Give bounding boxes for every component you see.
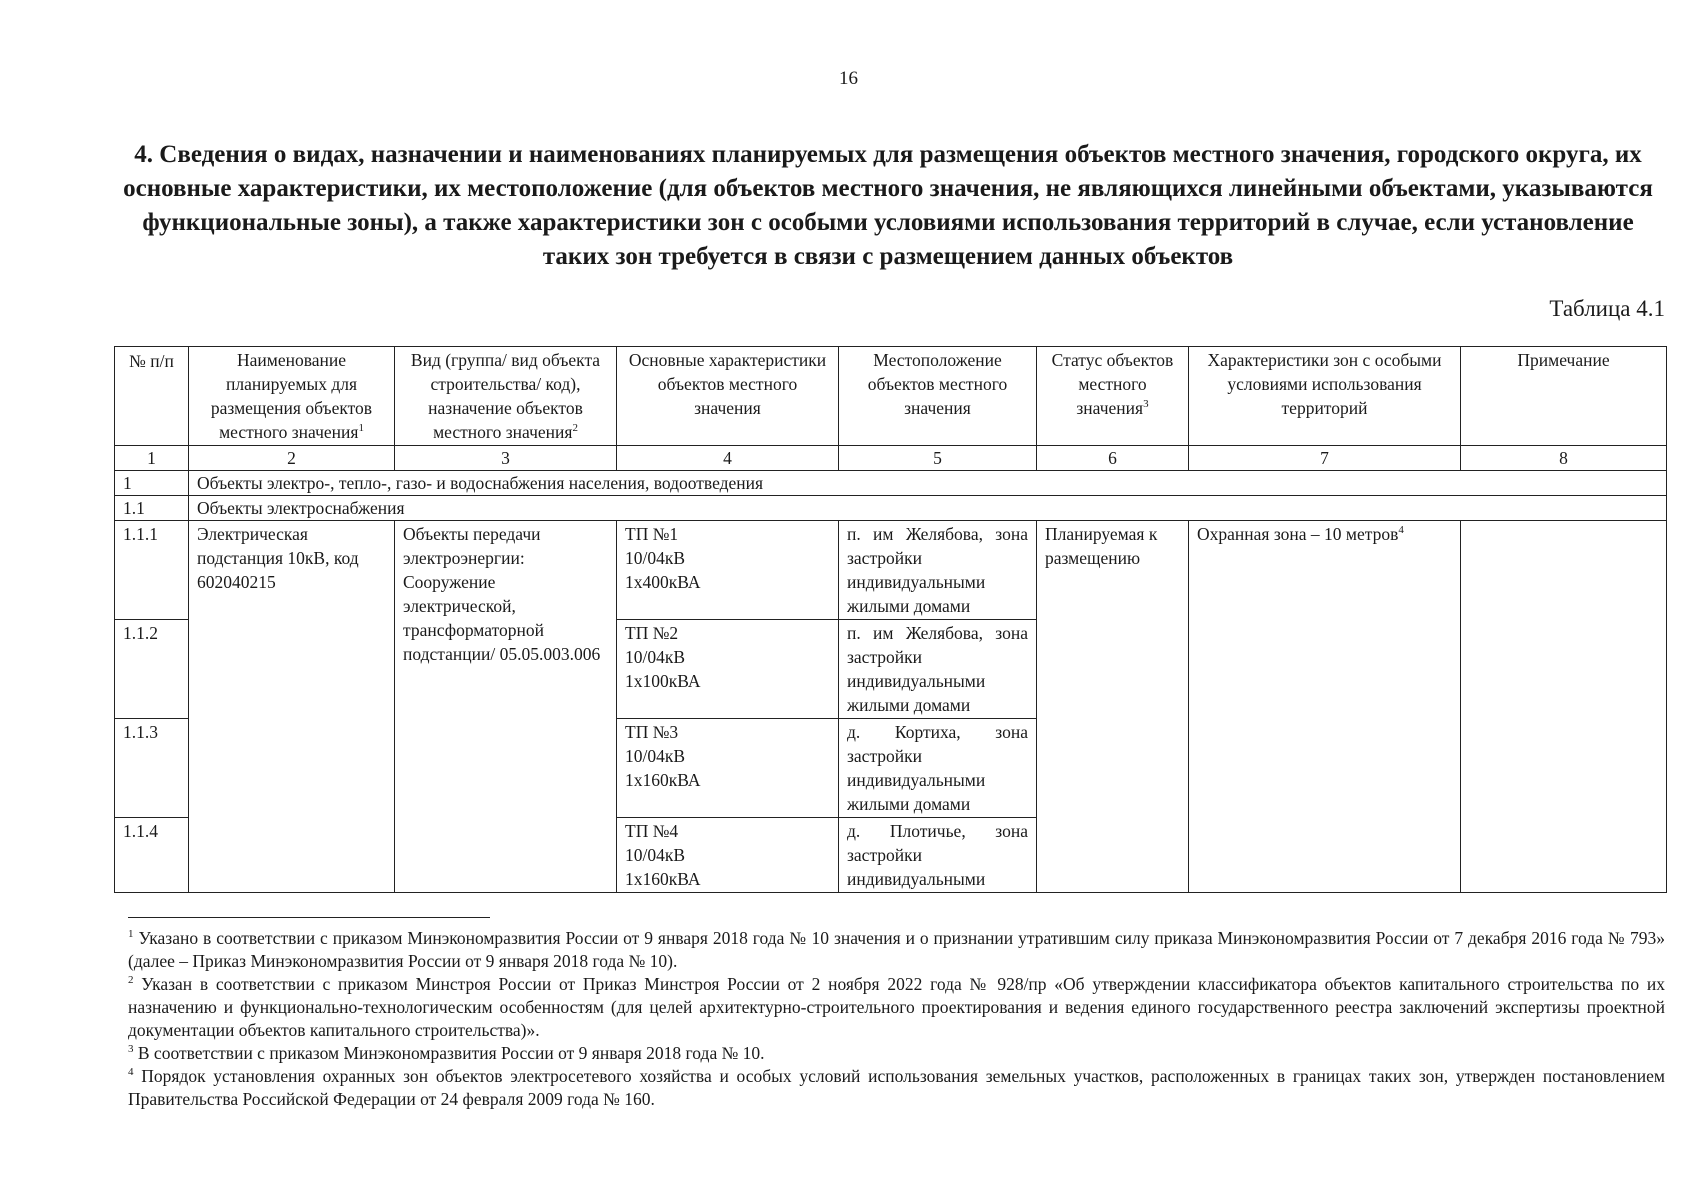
footnote-text: В соответствии с приказом Минэкономразвития России от 9 января 2018 года № 10. — [137, 1043, 765, 1063]
footnote-ref-4: 4 — [1398, 524, 1404, 537]
column-number-row — [115, 446, 1667, 471]
header-num: № п/п — [115, 347, 189, 446]
header-name-text: Наименование планируемых для размещения объектов местного значения — [210, 350, 373, 442]
header-location: Местоположение объектов местного значения — [839, 347, 1037, 446]
footnote-mark: 4 — [128, 1066, 134, 1079]
footnote-mark: 3 — [128, 1043, 134, 1056]
col-number: 5 — [839, 446, 1037, 471]
row-num: 1.1.2 — [115, 620, 189, 719]
col-number: 4 — [617, 446, 839, 471]
footnote-ref-1: 1 — [358, 422, 364, 435]
footnote-text: Порядок установления охранных зон объектов электросетевого хозяйства и особых условий использования земельных участков, расположенных в границах таких зон, утвержден постановлением Правительства Российской Федерации от 24 февраля 2009 года № 160. — [128, 1066, 1666, 1109]
object-name: Электрическая подстанция 10кВ, код 602040215 — [189, 521, 395, 893]
subsection-num: 1.1 — [115, 496, 189, 521]
header-row — [115, 347, 1667, 446]
row-num: 1.1.3 — [115, 719, 189, 818]
header-characteristics: Основные характеристики объектов местного значения — [617, 347, 839, 446]
object-characteristics: ТП №4 10/04кВ 1х160кВА — [617, 818, 839, 893]
col-number: 7 — [1189, 446, 1461, 471]
footnote — [128, 927, 1665, 973]
footnote-ref-2: 2 — [572, 422, 578, 435]
local-objects-table — [114, 346, 1667, 893]
object-status: Планируемая к размещению — [1037, 521, 1189, 893]
footnote — [128, 1042, 1665, 1065]
footnote — [128, 973, 1665, 1042]
object-zone-text: Охранная зона – 10 метров — [1197, 524, 1399, 544]
footnote — [128, 1065, 1665, 1111]
object-characteristics: ТП №2 10/04кВ 1х100кВА — [617, 620, 839, 719]
header-status — [1037, 347, 1189, 446]
col-number: 6 — [1037, 446, 1189, 471]
object-type: Объекты передачи электроэнергии: Сооружение электрической, трансформаторной подстанции/ 05.05.003.006 — [395, 521, 617, 893]
page-number: 16 — [839, 68, 858, 89]
header-name — [189, 347, 395, 446]
object-location: д. Кортиха, зона застройки индивидуальными жилыми домами — [839, 719, 1037, 818]
section-label: Объекты электро-, тепло-, газо- и водоснабжения населения, водоотведения — [189, 471, 1667, 496]
footnote-ref-3: 3 — [1143, 398, 1149, 411]
header-status-text: Статус объектов местного значения — [1051, 350, 1174, 418]
table-row — [115, 521, 1667, 620]
header-note: Примечание — [1461, 347, 1667, 446]
footnote-mark: 2 — [128, 974, 134, 987]
col-number: 8 — [1461, 446, 1667, 471]
object-characteristics: ТП №1 10/04кВ 1х400кВА — [617, 521, 839, 620]
object-characteristics: ТП №3 10/04кВ 1х160кВА — [617, 719, 839, 818]
header-type — [395, 347, 617, 446]
footnote-text: Указано в соответствии с приказом Минэкономразвития России от 9 января 2018 года № 10 значения и о признании утратившим силу приказа Минэкономразвития России от 7 декабря 2016 года № 793» (далее – Приказ Минэкономразвития России от 9 января 2018 года № 10). — [128, 928, 1666, 971]
object-location: п. им Желябова, зона застройки индивидуальными жилыми домами — [839, 521, 1037, 620]
subsection-label: Объекты электроснабжения — [189, 496, 1667, 521]
footnotes — [128, 927, 1665, 1111]
section-num: 1 — [115, 471, 189, 496]
object-location: п. им Желябова, зона застройки индивидуальными жилыми домами — [839, 620, 1037, 719]
footnote-mark: 1 — [128, 928, 134, 941]
header-zones: Характеристики зон с особыми условиями использования территорий — [1189, 347, 1461, 446]
footnote-divider — [128, 917, 490, 918]
col-number: 3 — [395, 446, 617, 471]
col-number: 2 — [189, 446, 395, 471]
subsection-row — [115, 496, 1667, 521]
section-title: 4. Сведения о видах, назначении и наименованиях планируемых для размещения объектов местного значения, городского округа, их основные характеристики, их местоположение (для объектов местного значения, не являющихся линейными объектами, указываются функциональные зоны), а также характеристики зон с особыми условиями использования территорий в случае, если установление таких зон требуется в связи с размещением данных объектов — [123, 141, 1653, 270]
table-label: Таблица 4.1 — [1549, 296, 1665, 321]
object-zone — [1189, 521, 1461, 893]
row-num: 1.1.4 — [115, 818, 189, 893]
footnote-text: Указан в соответствии с приказом Минстроя России от Приказ Минстроя России от 2 ноября 2022 года № 928/пр «Об утверждении классификатора объектов капитального строительства по их назначению и функционально-технологическим особенностям (для целей архитектурно-строительного проектирования и ведения единого государственного реестра заключений экспертизы проектной документации объектов капитального строительства)». — [128, 974, 1666, 1040]
section-row — [115, 471, 1667, 496]
object-location: д. Плотичье, зона застройки индивидуальными — [839, 818, 1037, 893]
object-note — [1461, 521, 1667, 893]
header-type-text: Вид (группа/ вид объекта строительства/ код), назначение объектов местного значения — [410, 350, 601, 442]
col-number: 1 — [115, 446, 189, 471]
row-num: 1.1.1 — [115, 521, 189, 620]
